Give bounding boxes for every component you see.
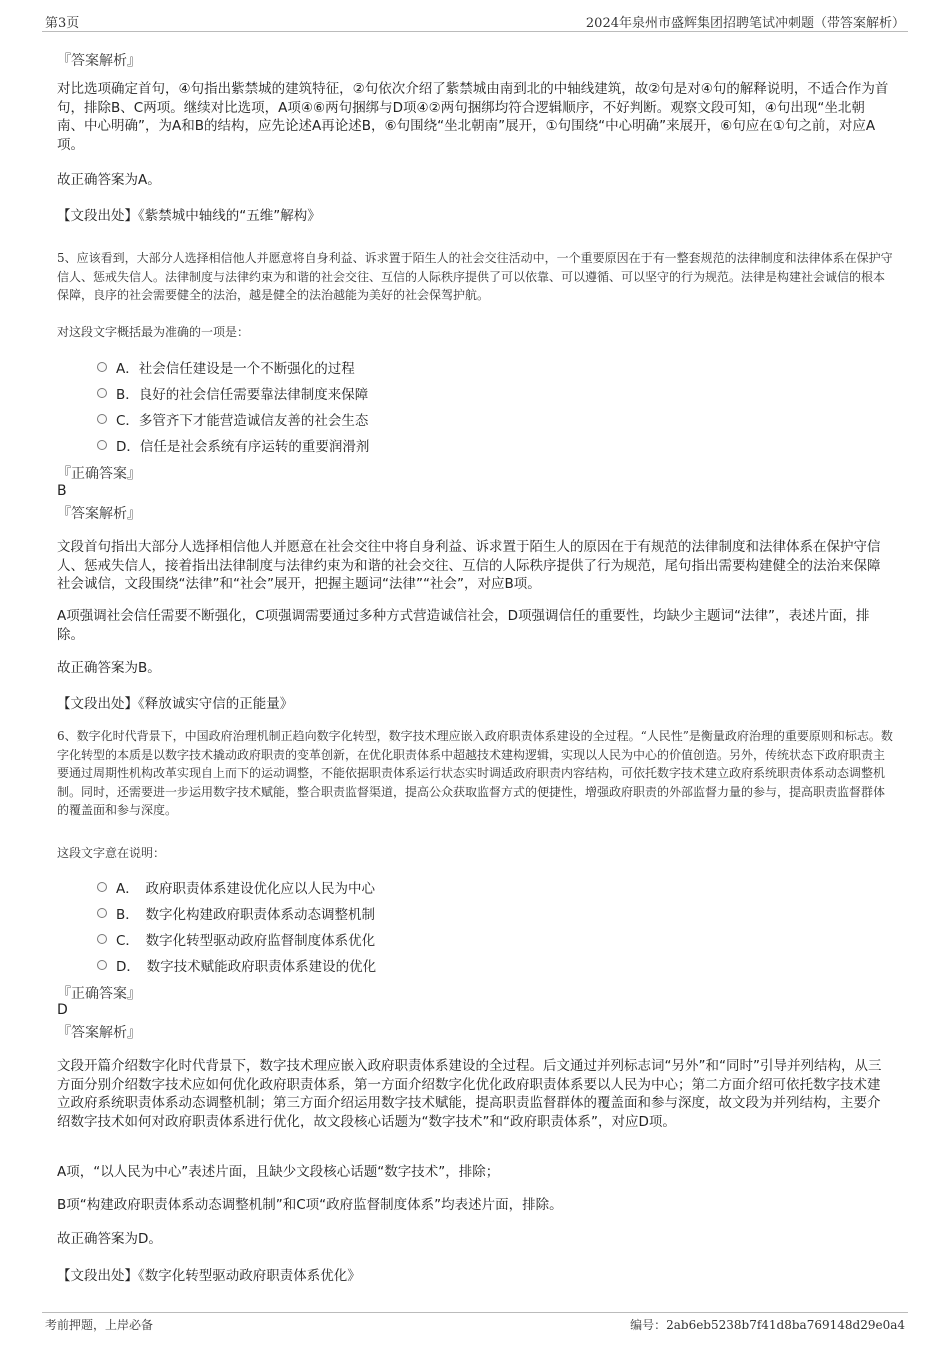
q5-option-a-label: A．社会信任建设是一个不断强化的过程 xyxy=(116,361,355,377)
q5-analysis-label: 『答案解析』 xyxy=(57,506,141,522)
radio-button-icon[interactable] xyxy=(97,908,107,918)
q5-option-d-label: D．信任是社会系统有序运转的重要润滑剂 xyxy=(116,439,370,455)
q5-answer: B xyxy=(57,483,67,499)
q6-passage: 6、数字化时代背景下，中国政府治理机制正趋向数字化转型，数字技术理应嵌入政府职责体系建设的全过程。“人民性”是衡量政府治理的重要原则和标志。数字化转型的本质是以数字技术撬动政府职责的变革创新，在优化职责体系中超越技术建构逻辑，实现以人民为中心的价值创造。另外，传统状态下政府职责主要通过周期性机构改革实现自上而下的运动调整，不能依据职责体系运行状态实时调适政府职责内容结构，可依托数字技术建立政府系统职责体系动态调整机制。同时，还需要进一步运用数字技术赋能，整合职责监督渠道，提高公众获取监督方式的便捷性，增强政府职责的外部监督力量的参与，提高职责监督群体的覆盖面和参与深度。 xyxy=(57,729,893,817)
q5-option-c-label: C．多管齐下才能营造诚信友善的社会生态 xyxy=(116,413,369,429)
q6-conclusion: 故正确答案为D。 xyxy=(57,1231,162,1247)
q6-option-c-label: C． 数字化转型驱动政府监督制度体系优化 xyxy=(116,933,376,949)
q4-analysis: 对比选项确定首句，④句指出紫禁城的建筑特征，②句依次介绍了紫禁城由南到北的中轴线建筑，故②句是对④句的解释说明，不适合作为首句，排除B、C两项。继续对比选项，A项④⑥两句捆绑与D项④②两句捆绑均符合逻辑顺序，不好判断。观察文段可知，④句出现“坐北朝南、中心明确”，为A和B的结构，应先论述A再论述B，⑥句围绕“坐北朝南”展开，①句围绕“中心明确”来展开，⑥句应在①句之前，对应A项。 xyxy=(57,81,889,153)
q6-analysis-label: 『答案解析』 xyxy=(57,1025,141,1041)
document-code-value: 2ab6eb5238b7f41d8ba769148d29e0a4 xyxy=(666,1318,905,1332)
q5-answer-label: 『正确答案』 xyxy=(57,466,141,482)
q5-conclusion: 故正确答案为B。 xyxy=(57,660,161,676)
page-number: 第3页 xyxy=(45,16,80,31)
q5-option-b-label: B．良好的社会信任需要靠法律制度来保障 xyxy=(116,387,369,403)
q6-option-d[interactable] xyxy=(97,955,376,975)
document-code-label: 编号： xyxy=(630,1318,667,1332)
q5-option-a[interactable] xyxy=(97,357,355,377)
q5-passage: 5、应该看到，大部分人选择相信他人并愿意将自身利益、诉求置于陌生人的社会交往活动中，一个重要原因在于有一整套规范的法律制度和法律体系在保护守信人、惩戒失信人。法律制度与法律约束为和谐的社会交往、互信的人际秩序提供了可以依靠、可以遵循、可以坚守的行为规范。法律是构建社会诚信的根本保障，良序的社会需要健全的法治，越是健全的法治越能为美好的社会保驾护航。 xyxy=(57,251,893,302)
q6-option-b-label: B． 数字化构建政府职责体系动态调整机制 xyxy=(116,907,376,923)
q6-option-d-label: D． 数字技术赋能政府职责体系建设的优化 xyxy=(116,959,377,975)
q4-analysis-label: 『答案解析』 xyxy=(57,53,141,69)
q6-answer-label: 『正确答案』 xyxy=(57,986,141,1002)
q4-source: 【文段出处】《紫禁城中轴线的“五维”解构》 xyxy=(57,208,321,224)
radio-button-icon[interactable] xyxy=(97,388,107,398)
q5-analysis-2: A项强调社会信任需要不断强化，C项强调需要通过多种方式营造诚信社会，D项强调信任的重要性，均缺少主题词“法律”，表述片面，排除。 xyxy=(57,608,870,643)
q5-stem: 对这段文字概括最为准确的一项是： xyxy=(57,325,250,339)
document-title: 2024年泉州市盛辉集团招聘笔试冲刺题（带答案解析） xyxy=(585,16,905,31)
q6-option-c[interactable] xyxy=(97,929,375,949)
radio-button-icon[interactable] xyxy=(97,960,107,970)
q6-option-a-label: A． 政府职责体系建设优化应以人民为中心 xyxy=(116,881,375,897)
q6-answer: D xyxy=(57,1002,68,1018)
q5-option-d[interactable] xyxy=(97,435,369,455)
radio-button-icon[interactable] xyxy=(97,362,107,372)
footer-slogan: 考前押题，上岸必备 xyxy=(45,1318,154,1332)
q6-analysis-2: A项，“以人民为中心”表述片面，且缺少文段核心话题“数字技术”，排除； xyxy=(57,1164,500,1180)
radio-button-icon[interactable] xyxy=(97,934,107,944)
q6-analysis-1: 文段开篇介绍数字化时代背景下，数字技术理应嵌入政府职责体系建设的全过程。后文通过并列标志词“另外”和“同时”引导并列结构，从三方面分别介绍数字技术应如何优化政府职责体系，第一方面介绍数字化优化政府职责体系要以人民为中心；第二方面介绍可依托数字技术建立政府系统职责体系动态调整机制；第三方面介绍运用数字技术赋能，提高职责监督群体的覆盖面和参与深度，故文段为并列结构，主要介绍数字技术如何对政府职责体系进行优化，故文段核心话题为“数字技术”和“政府职责体系”，对应D项。 xyxy=(57,1058,882,1130)
radio-button-icon[interactable] xyxy=(97,882,107,892)
footer-divider xyxy=(42,1312,908,1313)
q6-option-a[interactable] xyxy=(97,877,375,897)
q6-stem: 这段文字意在说明： xyxy=(57,846,166,860)
q4-conclusion: 故正确答案为A。 xyxy=(57,172,161,188)
q5-option-b[interactable] xyxy=(97,383,368,403)
radio-button-icon[interactable] xyxy=(97,440,107,450)
radio-button-icon[interactable] xyxy=(97,414,107,424)
q6-analysis-3: B项“构建政府职责体系动态调整机制”和C项“政府监督制度体系”均表述片面，排除。 xyxy=(57,1197,563,1213)
header-divider xyxy=(42,31,908,32)
document-code xyxy=(630,1316,905,1333)
q5-option-c[interactable] xyxy=(97,409,368,429)
q5-source: 【文段出处】《释放诚实守信的正能量》 xyxy=(57,696,294,712)
q6-source: 【文段出处】《数字化转型驱动政府职责体系优化》 xyxy=(57,1268,361,1284)
q5-analysis-1: 文段首句指出大部分人选择相信他人并愿意在社会交往中将自身利益、诉求置于陌生人的原因在于有规范的法律制度和法律体系在保护守信人、惩戒失信人，接着指出法律制度与法律约束为和谐的社会交往、互信的人际秩序提供了行为规范，尾句指出需要构建健全的法治来保障社会诚信，文段围绕“法律”和“社会”展开，把握主题词“法律”“社会”，对应B项。 xyxy=(57,539,881,592)
q6-option-b[interactable] xyxy=(97,903,375,923)
